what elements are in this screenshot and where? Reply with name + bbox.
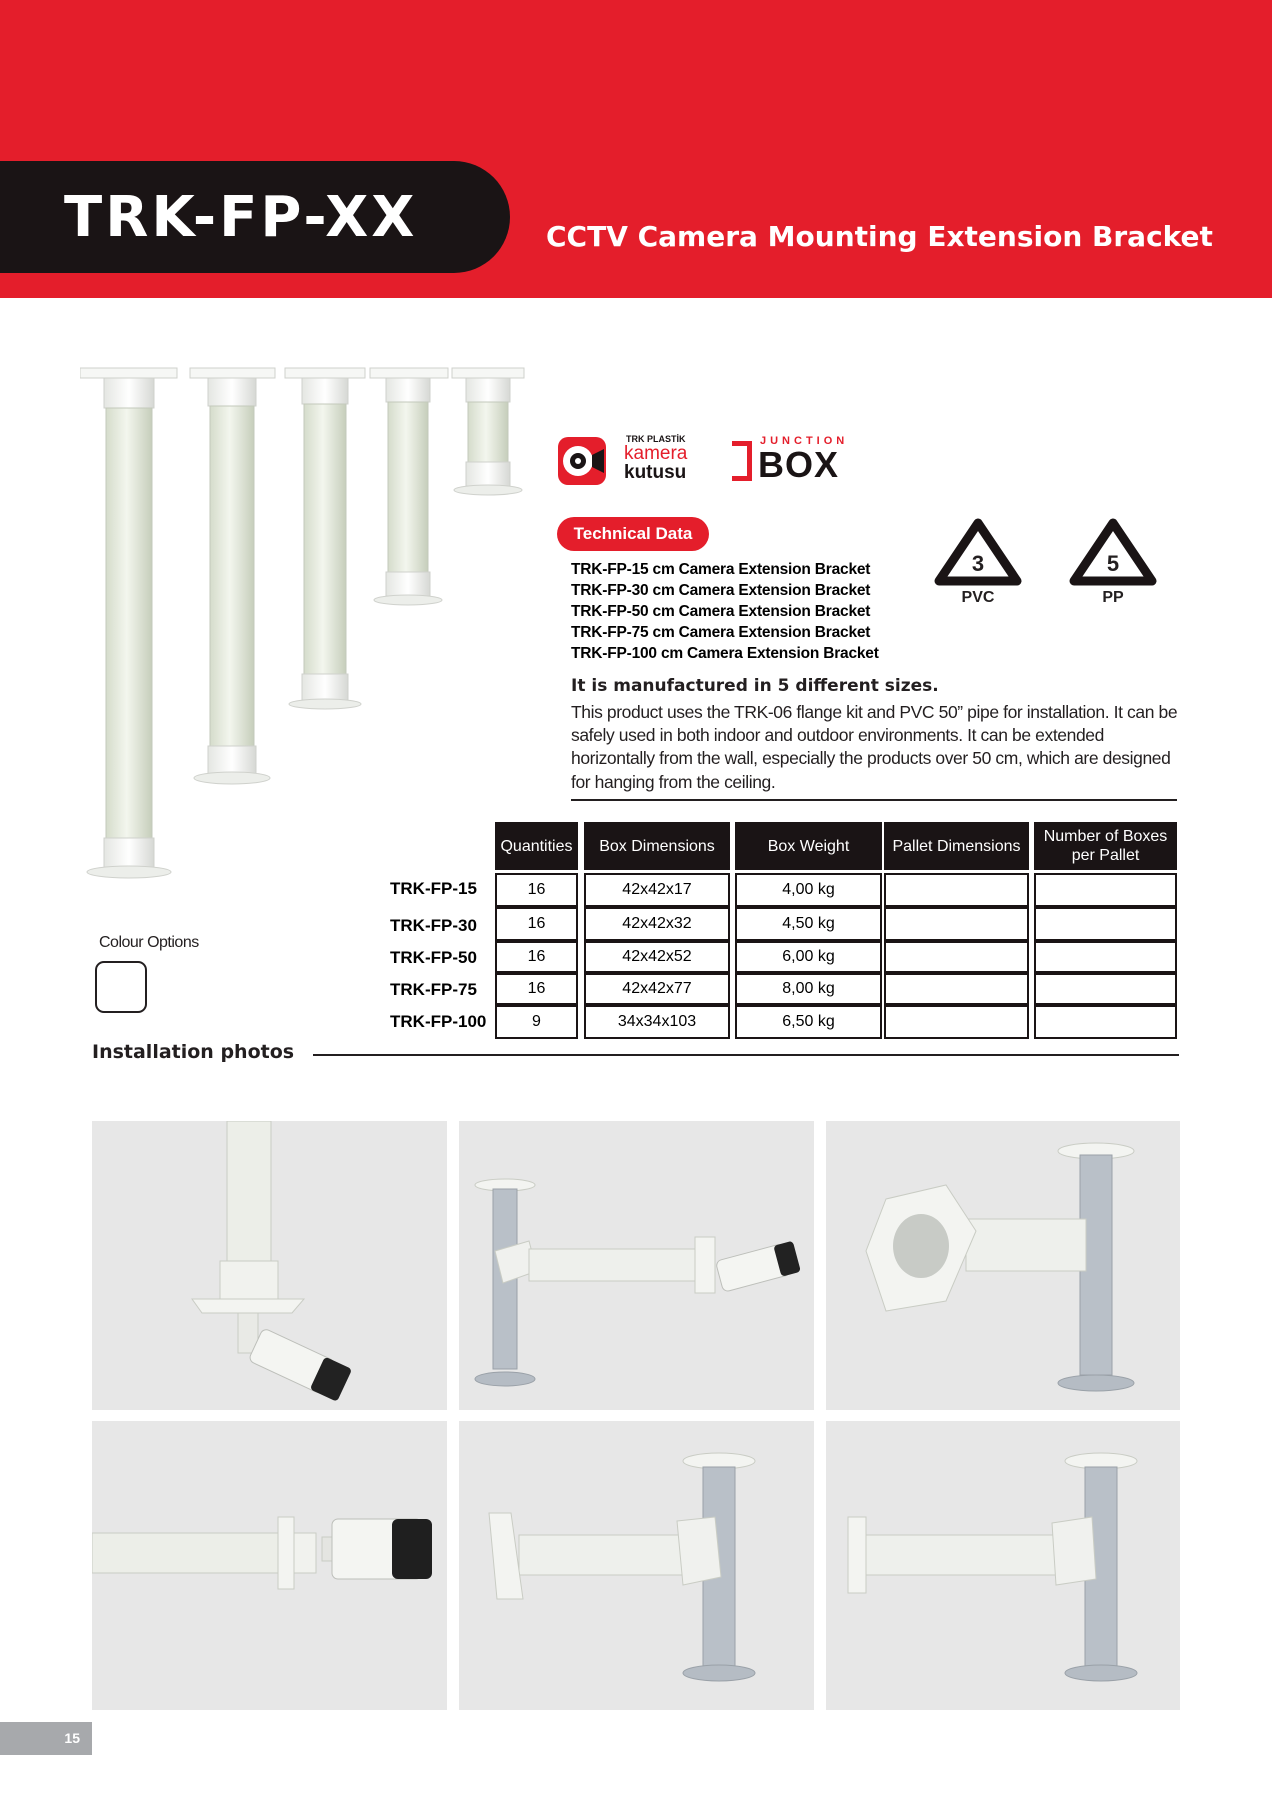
product-description: This product uses the TRK-06 flange kit and PVC 50” pipe for installation. It can be safely used in both indoor and outdoor environments. It can be extended horizontally from the wall, especially the products over 50 cm, which are designed for hanging from the ceiling.: [571, 702, 1178, 792]
kamera-logo-line2: kamera: [624, 443, 688, 464]
row-model: TRK-FP-50: [390, 948, 477, 967]
cell-quantity: 16: [495, 873, 578, 907]
installation-photo-4: [92, 1421, 447, 1710]
row-model: TRK-FP-100: [390, 1012, 487, 1031]
row-model: TRK-FP-75: [390, 980, 477, 999]
cell-pallet-dimensions: [884, 873, 1029, 907]
header-pallet-dimensions: Pallet Dimensions: [884, 822, 1029, 870]
installation-title: Installation photos: [92, 1041, 295, 1063]
cell-boxes-per-pallet: [1034, 873, 1177, 907]
cell-pallet-dimensions: [884, 907, 1029, 941]
recycle-number: 3: [971, 551, 985, 576]
installation-photo-1: [92, 1121, 447, 1410]
cell-box-weight: 6,50 kg: [735, 1005, 882, 1039]
jb-mark: [732, 441, 752, 481]
cell-boxes-per-pallet: [1034, 1005, 1177, 1039]
header-boxes-per-pallet: Number of Boxes per Pallet: [1034, 822, 1177, 870]
spec-line: TRK-FP-30 cm Camera Extension Bracket: [571, 582, 871, 599]
junction-logo-top: JUNCTION: [760, 435, 849, 447]
row-model: TRK-FP-30: [390, 916, 477, 935]
recycle-label: PVC: [961, 589, 995, 606]
recycle-pvc: [933, 517, 1023, 609]
pipe-75: [190, 368, 275, 784]
header-quantities: Quantities: [495, 822, 578, 870]
cell-box-dimensions: 42x42x52: [584, 941, 730, 973]
spec-line: TRK-FP-15 cm Camera Extension Bracket: [571, 561, 871, 578]
cell-quantity: 16: [495, 973, 578, 1005]
cell-boxes-per-pallet: [1034, 941, 1177, 973]
pipe-100: [80, 368, 177, 878]
colour-swatch-white: [95, 961, 147, 1013]
kamera-logo-line3: kutusu: [624, 462, 687, 483]
junction-logo-main: BOX: [758, 444, 840, 485]
cell-box-dimensions: 42x42x77: [584, 973, 730, 1005]
pipe-15: [452, 368, 524, 495]
kamera-logo-line1: TRK PLASTİK: [626, 434, 686, 444]
sizes-headline: It is manufactured in 5 different sizes.: [571, 676, 939, 696]
recycle-number: 5: [1106, 551, 1120, 576]
installation-photo-6: [826, 1421, 1180, 1710]
technical-data-badge: Technical Data: [557, 517, 709, 551]
header-box-dimensions: Box Dimensions: [584, 822, 730, 870]
recycle-pp: [1068, 517, 1158, 609]
cell-boxes-per-pallet: [1034, 973, 1177, 1005]
cell-box-dimensions: 34x34x103: [584, 1005, 730, 1039]
cell-pallet-dimensions: [884, 941, 1029, 973]
pipe-30: [370, 368, 448, 605]
kamera-kutusu-logo: [556, 433, 706, 489]
cell-pallet-dimensions: [884, 1005, 1029, 1039]
recycle-label: PP: [1102, 589, 1124, 606]
page-number: 15: [0, 1722, 92, 1755]
installation-divider: [313, 1054, 1179, 1056]
cell-box-weight: 8,00 kg: [735, 973, 882, 1005]
camera-logo-icon: [556, 435, 608, 487]
pipe-50: [285, 368, 365, 709]
cell-box-dimensions: 42x42x32: [584, 907, 730, 941]
colour-options-label: Colour Options: [99, 934, 199, 951]
description-divider: [571, 799, 1177, 801]
junction-box-logo: [730, 433, 870, 489]
header-box-weight: Box Weight: [735, 822, 882, 870]
cell-box-weight: 4,50 kg: [735, 907, 882, 941]
product-code: TRK-FP-XX: [64, 185, 418, 250]
cell-box-weight: 4,00 kg: [735, 873, 882, 907]
installation-photo-2: [459, 1121, 814, 1410]
product-pipes-image: [80, 360, 530, 900]
installation-photo-3: [826, 1121, 1180, 1410]
cell-quantity: 16: [495, 907, 578, 941]
installation-photo-5: [459, 1421, 814, 1710]
spec-line: TRK-FP-75 cm Camera Extension Bracket: [571, 624, 871, 641]
row-model: TRK-FP-15: [390, 879, 477, 898]
cell-quantity: 16: [495, 941, 578, 973]
cell-pallet-dimensions: [884, 973, 1029, 1005]
cell-boxes-per-pallet: [1034, 907, 1177, 941]
spec-line: TRK-FP-50 cm Camera Extension Bracket: [571, 603, 871, 620]
cell-box-dimensions: 42x42x17: [584, 873, 730, 907]
spec-line: TRK-FP-100 cm Camera Extension Bracket: [571, 645, 879, 662]
cell-quantity: 9: [495, 1005, 578, 1039]
cell-box-weight: 6,00 kg: [735, 941, 882, 973]
product-subtitle: CCTV Camera Mounting Extension Bracket: [546, 220, 1213, 253]
